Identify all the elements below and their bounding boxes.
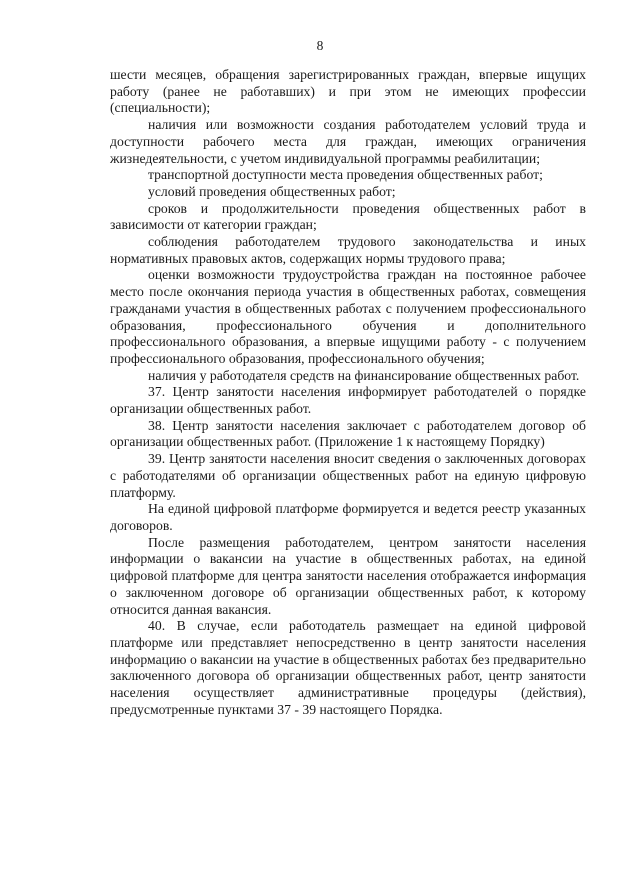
paragraph-compliance: соблюдения работодателем трудового законодательства и иных нормативных правовых актов, содержащих нормы трудового права; — [110, 234, 586, 266]
paragraph-vacancy-info: После размещения работодателем, центром занятости населения информации о вакансии на участие в общественных работах, на единой цифровой платформе для центра занятости населения отображается информация о заключенном договоре об организации общественных работ, к которому относится данная вакансия. — [110, 534, 586, 617]
paragraph-item-40: 40. В случае, если работодатель размещает на единой цифровой платформе или представляет непосредственно в центр занятости населения информацию о вакансии на участие в общественных работах без предварительно заключенного договора об организации общественных работ, центр занятости населения осуществляет административные процедуры (действия), предусмотренные пунктами 37 - 39 настоящего Порядка. — [110, 618, 586, 717]
paragraph-employment-assessment: оценки возможности трудоустройства граждан на постоянное рабочее место после окончания периода участия в общественных работах, совмещения гражданами участия в общественных работах с получением профессионального образования, профессионального обучения и дополнительного профессионального образования, а впервые ищущими работу - с получением профессионального образования, профессионального обучения; — [110, 267, 586, 366]
paragraph-transport: транспортной доступности места проведения общественных работ; — [148, 167, 543, 183]
paragraph-item-37: 37. Центр занятости населения информирует работодателей о порядке организации общественных работ. — [110, 384, 586, 417]
page-number: 8 — [316, 38, 324, 53]
paragraph-conditions: условий проведения общественных работ; — [148, 183, 396, 199]
paragraph-funding: наличия у работодателя средств на финансирование общественных работ. — [148, 367, 580, 383]
paragraph-terms: сроков и продолжительности проведения общественных работ в зависимости от категории граждан; — [110, 200, 586, 233]
document-body — [110, 67, 586, 718]
paragraph-registry: На единой цифровой платформе формируется и ведется реестр указанных договоров. — [110, 501, 586, 533]
paragraph-item-38: 38. Центр занятости населения заключает с работодателем договор об организации общественных работ. (Приложение 1 к настоящему Порядку) — [110, 417, 586, 450]
paragraph-continuation: шести месяцев, обращения зарегистрированных граждан, впервые ищущих работу (ранее не работавших) и при этом не имеющих профессии (специальности); — [110, 67, 586, 116]
paragraph-working-conditions: наличия или возможности создания работодателем условий труда и доступности рабочего места для граждан, имеющих ограничения жизнедеятельности, с учетом индивидуальной программы реабилитации; — [110, 117, 586, 166]
paragraph-item-39: 39. Центр занятости населения вносит сведения о заключенных договорах с работодателями об организации общественных работ на единую цифровую платформу. — [110, 451, 586, 500]
